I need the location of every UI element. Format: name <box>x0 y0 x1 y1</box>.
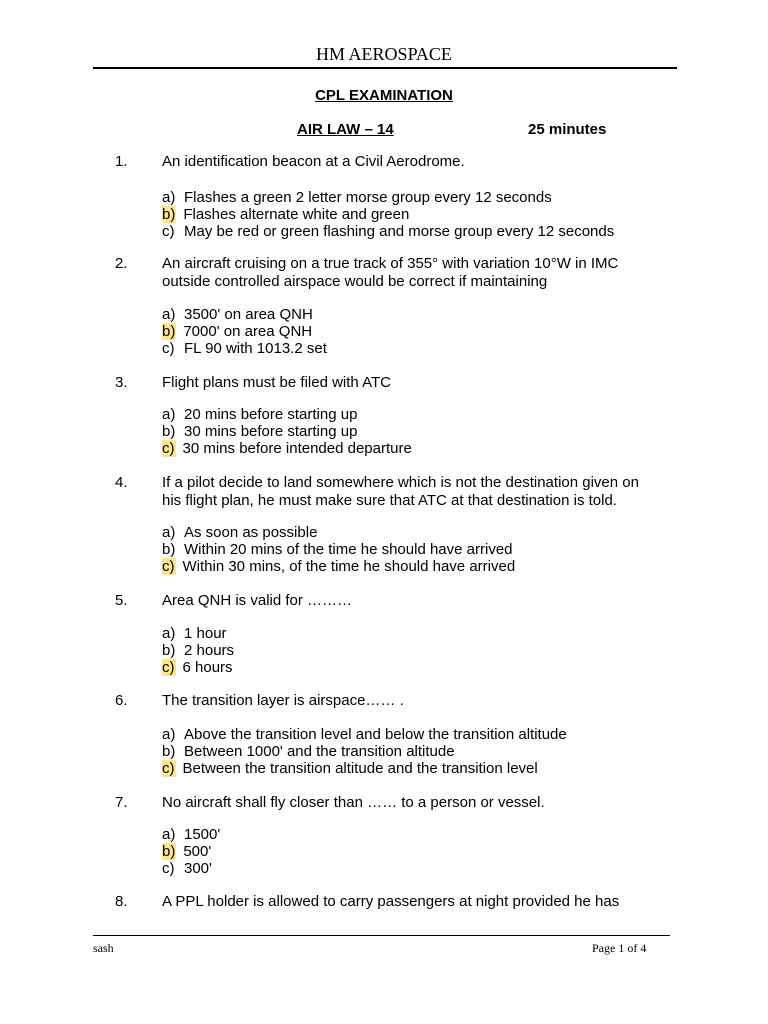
option-b <box>162 541 515 558</box>
footer-author: sash <box>93 941 114 955</box>
option-text: Between the transition altitude and the transition level <box>182 760 538 777</box>
option-letter: a) <box>162 726 176 743</box>
option-letter-highlighted: b) <box>162 843 176 860</box>
option-text: 1500' <box>184 826 221 843</box>
page-header-title: HM AEROSPACE <box>316 44 452 64</box>
option-b <box>162 206 614 223</box>
option-c <box>162 558 515 575</box>
question-text: A PPL holder is allowed to carry passengers at night provided he has <box>162 893 620 910</box>
option-c <box>162 860 220 877</box>
option-a <box>162 406 412 423</box>
option-letter: b) <box>162 423 176 440</box>
option-a <box>162 306 327 323</box>
option-letter: a) <box>162 189 176 206</box>
option-letter: c) <box>162 340 175 357</box>
question-text: An aircraft cruising on a true track of 355° with variation 10°W in IMC outside controlled airspace would be correct if maintaining <box>162 255 619 290</box>
option-letter: a) <box>162 406 176 423</box>
footer-page-number: Page 1 of 4 <box>592 941 647 955</box>
option-list <box>162 826 220 877</box>
option-list <box>162 406 412 457</box>
question-text: The transition layer is airspace…… . <box>162 692 404 709</box>
option-a <box>162 726 567 743</box>
option-c <box>162 440 412 457</box>
question-number: 6. <box>115 692 128 709</box>
option-text: 300' <box>184 860 212 877</box>
exam-subject: AIR LAW – 14 <box>297 121 394 138</box>
footer-rule <box>93 935 670 936</box>
option-b <box>162 323 327 340</box>
option-list <box>162 306 327 357</box>
option-letter: b) <box>162 743 176 760</box>
option-letter-highlighted: b) <box>162 206 176 223</box>
exam-title: CPL EXAMINATION <box>315 87 453 104</box>
option-text: Flashes a green 2 letter morse group every 12 seconds <box>184 189 552 206</box>
option-text: 30 mins before starting up <box>184 423 358 440</box>
option-b <box>162 642 234 659</box>
option-text: Between 1000' and the transition altitude <box>184 743 455 760</box>
option-list <box>162 726 567 777</box>
option-text: 1 hour <box>184 625 227 642</box>
option-c <box>162 760 567 777</box>
option-list <box>162 625 234 676</box>
option-letter-highlighted: c) <box>162 558 175 575</box>
option-text: Within 30 mins, of the time he should have arrived <box>182 558 516 575</box>
option-text: 20 mins before starting up <box>184 406 358 423</box>
question-text: Flight plans must be filed with ATC <box>162 374 391 391</box>
option-text: Above the transition level and below the transition altitude <box>184 726 567 743</box>
option-letter-highlighted: c) <box>162 440 175 457</box>
option-text: May be red or green flashing and morse group every 12 seconds <box>184 223 615 240</box>
option-text: As soon as possible <box>184 524 318 541</box>
question-text: An identification beacon at a Civil Aerodrome. <box>162 153 465 170</box>
question-number: 4. <box>115 474 128 491</box>
option-letter: c) <box>162 860 175 877</box>
option-a <box>162 826 220 843</box>
option-text: Flashes alternate white and green <box>183 206 410 223</box>
option-text: Within 20 mins of the time he should have arrived <box>184 541 513 558</box>
option-letter: b) <box>162 541 176 558</box>
header-rule <box>93 67 677 69</box>
option-letter: c) <box>162 223 175 240</box>
option-a <box>162 189 614 206</box>
option-text: 7000' on area QNH <box>183 323 313 340</box>
option-a <box>162 625 234 642</box>
option-letter: a) <box>162 524 176 541</box>
question-number: 8. <box>115 893 128 910</box>
option-c <box>162 340 327 357</box>
option-b <box>162 743 567 760</box>
option-c <box>162 659 234 676</box>
exam-duration: 25 minutes <box>528 121 607 138</box>
option-letter: a) <box>162 826 176 843</box>
question-text: Area QNH is valid for ……… <box>162 592 353 609</box>
option-text: 2 hours <box>184 642 235 659</box>
option-letter-highlighted: b) <box>162 323 176 340</box>
option-text: 3500' on area QNH <box>184 306 313 323</box>
option-a <box>162 524 515 541</box>
option-text: 500' <box>183 843 212 860</box>
question-text: If a pilot decide to land somewhere which is not the destination given on his flight plan, he must make sure that ATC at that destination is told. <box>162 474 639 509</box>
option-letter-highlighted: c) <box>162 659 175 676</box>
question-number: 1. <box>115 153 128 170</box>
question-number: 5. <box>115 592 128 609</box>
option-c <box>162 223 614 240</box>
option-text: FL 90 with 1013.2 set <box>184 340 327 357</box>
option-text: 6 hours <box>182 659 233 676</box>
option-letter-highlighted: c) <box>162 760 175 777</box>
question-number: 7. <box>115 794 128 811</box>
option-text: 30 mins before intended departure <box>182 440 412 457</box>
option-letter: a) <box>162 625 176 642</box>
option-letter: b) <box>162 642 176 659</box>
option-b <box>162 843 220 860</box>
option-list <box>162 524 515 575</box>
question-number: 3. <box>115 374 128 391</box>
question-number: 2. <box>115 255 128 272</box>
option-list <box>162 189 614 240</box>
option-b <box>162 423 412 440</box>
option-letter: a) <box>162 306 176 323</box>
question-text: No aircraft shall fly closer than …… to a person or vessel. <box>162 794 545 811</box>
